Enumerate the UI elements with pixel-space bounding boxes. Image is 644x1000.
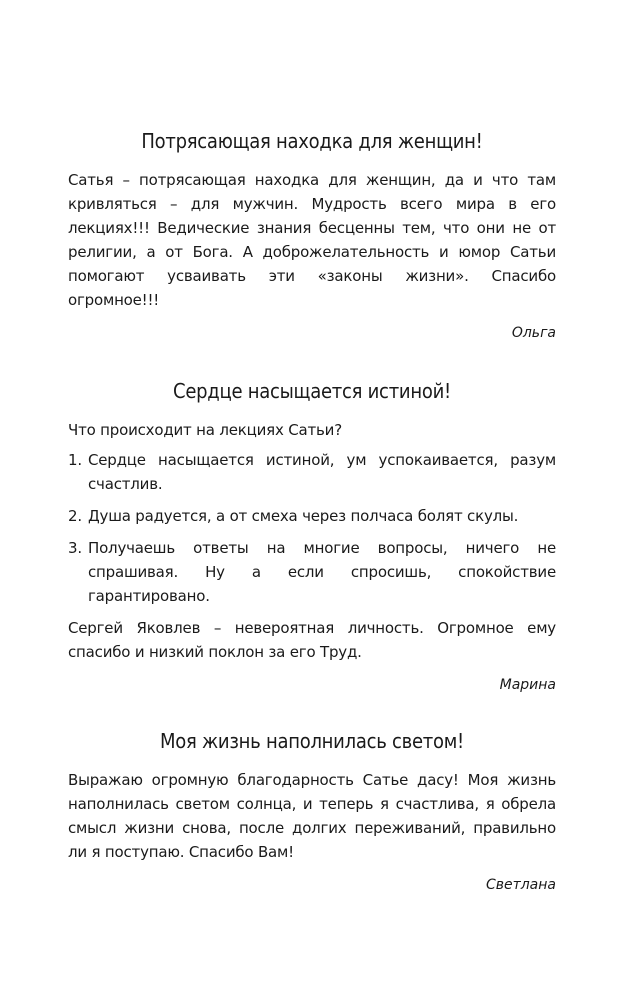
author-signature: Светлана	[485, 877, 556, 893]
testimonial-section	[68, 378, 556, 696]
author-signature: Марина	[499, 677, 556, 693]
list-item-number: 3.	[68, 539, 82, 557]
list-item-text: Душа радуется, а от смеха через полчаса болят скулы.	[88, 507, 519, 525]
testimonial-text: Выражаю огромную благодарность Сатье дасу! Моя жизнь наполнилась светом солнца, и теперь я счастлива, я обрела смысл жизни снова, после долгих переживаний, правильно ли я поступаю. Спасибо Вам!	[68, 771, 556, 861]
numbered-list	[68, 448, 556, 608]
list-item-number: 2.	[68, 507, 82, 525]
testimonial-intro: Что происходит на лекциях Сатьи?	[68, 421, 342, 439]
list-item	[68, 536, 556, 608]
section-title: Потрясающая находка для женщин!	[141, 129, 483, 153]
list-item	[68, 448, 556, 496]
testimonial-section	[68, 128, 556, 344]
section-title: Моя жизнь наполнилась светом!	[159, 729, 465, 753]
list-item	[68, 504, 556, 528]
author-signature: Ольга	[511, 325, 556, 341]
list-item-number: 1.	[68, 451, 82, 469]
section-title: Сердце насыщается истиной!	[173, 379, 451, 403]
testimonial-section	[68, 728, 556, 896]
testimonial-text: Сергей Яковлев – невероятная личность. Огромное ему спасибо и низкий поклон за его Труд.	[68, 619, 556, 661]
testimonial-text: Сатья – потрясающая находка для женщин, да и что там кривляться – для мужчин. Мудрость всего мира в его лекциях!!! Ведические знания бесценны тем, что они не от религии, а от Бога. А доброжелательность и юмор Сатьи помогают усваивать эти «законы жизни». Спасибо огромное!!!	[68, 171, 556, 309]
list-item-text: Получаешь ответы на многие вопросы, ничего не спрашивая. Ну а если спросишь, спокойствие гарантировано.	[88, 539, 556, 605]
list-item-text: Сердце насыщается истиной, ум успокаивается, разум счастлив.	[88, 451, 556, 493]
